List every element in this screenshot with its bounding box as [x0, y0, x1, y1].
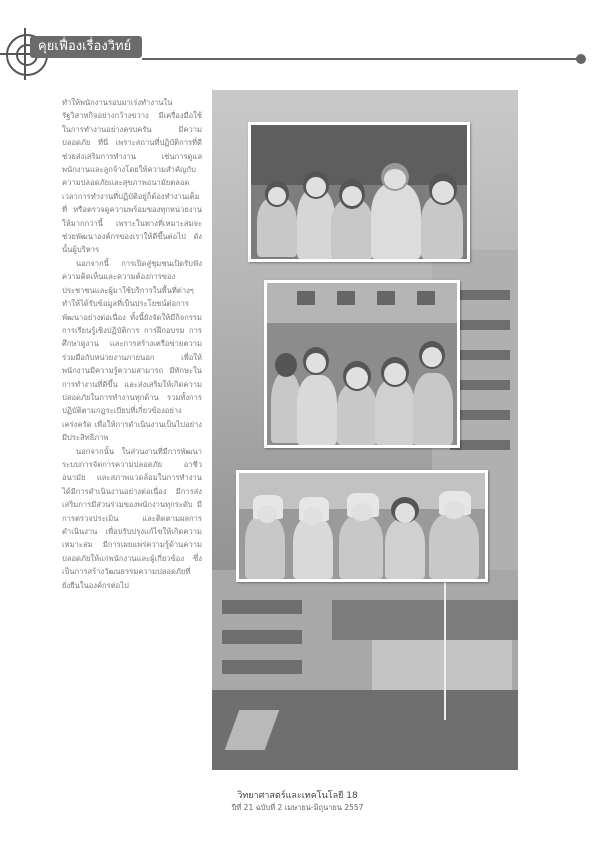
article-paragraph: นอกจากนี้ การเปิดสู่ชุมชนเปิดรับฟังความคิดเห็นและความต้องการของประชาชนและผู้มาใช้บริการในพื้นที่ต่างๆ ทำให้ได้รับข้อมูลที่เป็นประโยชน์ต่อการพัฒนาอย่างต่อเนื่อง ทั้งนี้ยังจัดให้มีกิจกรรมการเรียนรู้เชิงปฏิบัติการ การฝึกอบรม การศึกษาดูงาน และการสร้างเครือข่ายความร่วมมือกับหน่วยงานภายนอก เพื่อให้พนักงานมีความรู้ความสามารถ มีทักษะในการทำงานที่ดีขึ้น และส่งเสริมให้เกิดความปลอดภัยในการทำงานทุกด้าน รวมทั้งการปฏิบัติตามกฎระเบียบที่เกี่ยวข้องอย่างเคร่งครัด เพื่อให้การดำเนินงานเป็นไปอย่างมีประสิทธิภาพ — [62, 258, 202, 443]
section-header — [0, 28, 595, 80]
photo-group-3 — [236, 470, 488, 582]
article-paragraph: ทำให้พนักงานรอบมาเร่งทำงานในรัฐวิสาหกิจอย่างกว้างขวาง มีเครื่องมือใช้ในการทำงานอย่างครบครัน มีความปลอดภัย ที่นี่ เพราะสถานที่ปฏิบัติการที่ดีช่วยส่งเสริมการทำงาน เช่นการดูแลพนักงานและลูกจ้างโดยให้ความสำคัญกับความปลอดภัยและสุขภาพอนามัยตลอดเวลาการทำงานที่ปฏิบัติอยู่ก็ต้องทำงานเต็มที่ หรือตรวจดูความพร้อมของทุกหน่วยงานให้มากกว่านี้ เพราะในทางที่เหมาะสมจะช่วยพัฒนาองค์กรของเราให้ดีขึ้นต่อไป ดังนั้นผู้บริหาร — [62, 98, 202, 255]
building-background-photo — [212, 90, 518, 770]
issue-line: ปีที่ 21 ฉบับที่ 2 เมษายน-มิถุนายน 2557 — [231, 803, 364, 812]
header-rule-end-dot — [576, 54, 586, 64]
page-footer — [0, 790, 595, 814]
crosshair-vertical — [24, 28, 26, 80]
article-paragraph: นอกจากนั้น ในส่วนงานที่มีการพัฒนาระบบการจัดการความปลอดภัย อาชีวอนามัย และสภาพแวดล้อมในการทำงาน ได้มีการดำเนินงานอย่างต่อเนื่อง มีการส่งเสริมการมีส่วนร่วมของพนักงานทุกระดับ มีการตรวจประเมิน และติดตามผลการดำเนินงาน เพื่อปรับปรุงแก้ไขให้เกิดความเหมาะสม มีการเผยแพร่ความรู้ด้านความปลอดภัยให้แก่พนักงานและผู้เกี่ยวข้อง ซึ่งเป็นการสร้างวัฒนธรรมความปลอดภัยที่ยั่งยืนในองค์กรต่อไป — [62, 446, 202, 590]
magazine-name: วิทยาศาสตร์และเทคโนโลยี — [237, 791, 344, 801]
section-title: คุยเฟื่องเรื่องวิทย์ — [30, 36, 142, 58]
photo-group-1 — [248, 122, 470, 262]
page-number: 18 — [346, 791, 358, 801]
article-text-column — [62, 96, 202, 592]
photo-group-2 — [264, 280, 460, 448]
header-rule — [142, 58, 580, 60]
